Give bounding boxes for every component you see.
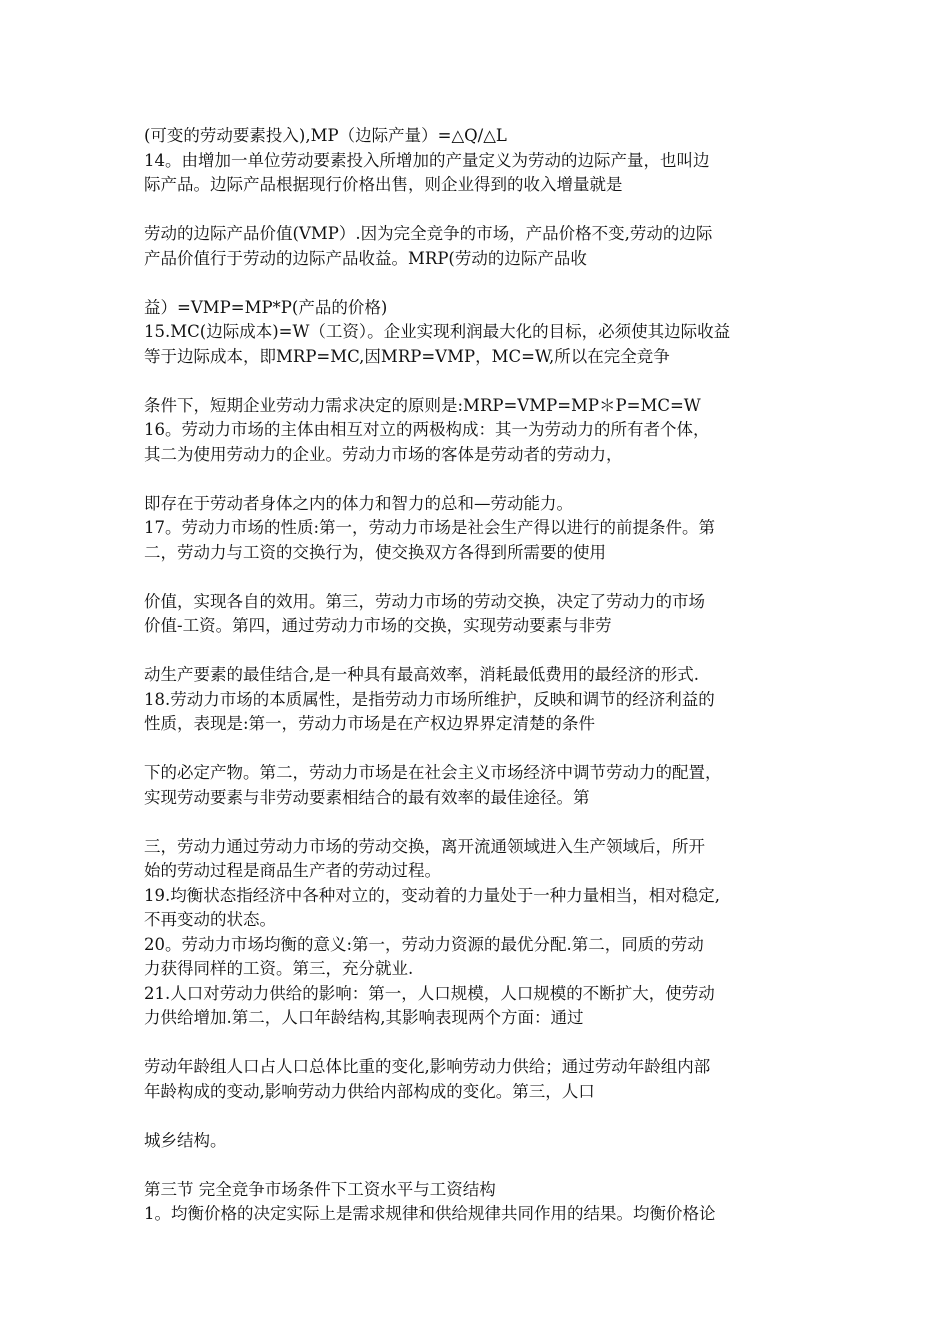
text-line: 际产品。边际产品根据现行价格出售，则企业得到的收入增量就是 xyxy=(144,175,623,194)
text-line: 产品价值行于劳动的边际产品收益。MRP(劳动的边际产品收 xyxy=(144,248,587,268)
text-line: 17。劳动力市场的性质:第一，劳动力市场是社会生产得以进行的前提条件。第 xyxy=(144,518,716,537)
paragraph xyxy=(144,394,824,468)
text-line: 力供给增加.第二，人口年龄结构,其影响表现两个方面：通过 xyxy=(144,1008,584,1027)
paragraph xyxy=(144,761,824,810)
text-line: 实现劳动要素与非劳动要素相结合的最有效率的最佳途径。第 xyxy=(144,787,590,807)
text-line: 15.MC(边际成本)=W（工资）。企业实现利润最大化的目标，必须使其边际收益 xyxy=(144,322,731,341)
text-line: 21.人口对劳动力供给的影响：第一，人口规模，人口规模的不断扩大，使劳动 xyxy=(144,983,715,1003)
text-line: 益）=VMP=MP*P(产品的价格) xyxy=(144,297,388,317)
text-line: 力获得同样的工资。第三，充分就业. xyxy=(144,959,414,978)
text-line: 14。由增加一单位劳动要素投入所增加的产量定义为劳动的边际产量，也叫边 xyxy=(144,150,710,170)
text-line: 20。劳动力市场均衡的意义:第一，劳动力资源的最优分配.第二，同质的劳动 xyxy=(144,934,704,954)
text-line: 年龄构成的变动,影响劳动力供给内部构成的变化。第三，人口 xyxy=(144,1081,595,1101)
paragraph xyxy=(144,1178,824,1227)
text-line: 劳动年龄组人口占人口总体比重的变化,影响劳动力供给；通过劳动年龄组内部 xyxy=(144,1057,711,1076)
text-line: 始的劳动过程是商品生产者的劳动过程。 xyxy=(144,861,441,880)
text-line: 二，劳动力与工资的交换行为，使交换双方各得到所需要的使用 xyxy=(144,542,606,562)
paragraph xyxy=(144,296,824,370)
paragraph xyxy=(144,1129,824,1154)
text-line: 等于边际成本，即MRP=MC,因MRP=VMP，MC=W,所以在完全竞争 xyxy=(144,346,670,366)
text-line: 价值，实现各自的效用。第三，劳动力市场的劳动交换，决定了劳动力的市场 xyxy=(144,591,705,611)
text-line: 条件下，短期企业劳动力需求决定的原则是:MRP=VMP=MP＊P=MC=W xyxy=(144,395,701,415)
document-body xyxy=(144,124,824,1251)
text-line: 劳动的边际产品价值(VMP）.因为完全竞争的市场，产品价格不变,劳动的边际 xyxy=(144,224,713,243)
paragraph xyxy=(144,590,824,639)
text-line: 16。劳动力市场的主体由相互对立的两极构成：其一为劳动力的所有者个体， xyxy=(144,420,710,439)
text-line: (可变的劳动要素投入),MP（边际产量）=△Q/△L xyxy=(144,126,507,145)
text-line: 不再变动的状态。 xyxy=(144,910,276,929)
text-line: 1。均衡价格的决定实际上是需求规律和供给规律共同作用的结果。均衡价格论 xyxy=(144,1204,716,1223)
text-line: 动生产要素的最佳结合,是一种具有最高效率，消耗最低费用的最经济的形式. xyxy=(144,665,699,684)
text-line: 19.均衡状态指经济中各种对立的，变动着的力量处于一种力量相当，相对稳定, xyxy=(144,885,720,905)
paragraph xyxy=(144,124,824,198)
text-line: 价值-工资。第四，通过劳动力市场的交换，实现劳动要素与非劳 xyxy=(144,616,612,635)
text-line: 性质，表现是:第一，劳动力市场是在产权边界界定清楚的条件 xyxy=(144,714,596,733)
text-line: 三，劳动力通过劳动力市场的劳动交换，离开流通领域进入生产领域后，所开 xyxy=(144,836,705,856)
text-line: 下的必定产物。第二，劳动力市场是在社会主义市场经济中调节劳动力的配置， xyxy=(144,763,722,782)
paragraph xyxy=(144,663,824,737)
text-line: 第三节 完全竞争市场条件下工资水平与工资结构 xyxy=(144,1179,496,1199)
paragraph xyxy=(144,222,824,271)
paragraph xyxy=(144,1055,824,1104)
paragraph xyxy=(144,492,824,566)
paragraph xyxy=(144,835,824,1031)
text-line: 其二为使用劳动力的企业。劳动力市场的客体是劳动者的劳动力， xyxy=(144,444,623,464)
text-line: 18.劳动力市场的本质属性，是指劳动力市场所维护，反映和调节的经济利益的 xyxy=(144,689,715,709)
text-line: 即存在于劳动者身体之内的体力和智力的总和—劳动能力。 xyxy=(144,493,573,513)
text-line: 城乡结构。 xyxy=(144,1130,227,1150)
